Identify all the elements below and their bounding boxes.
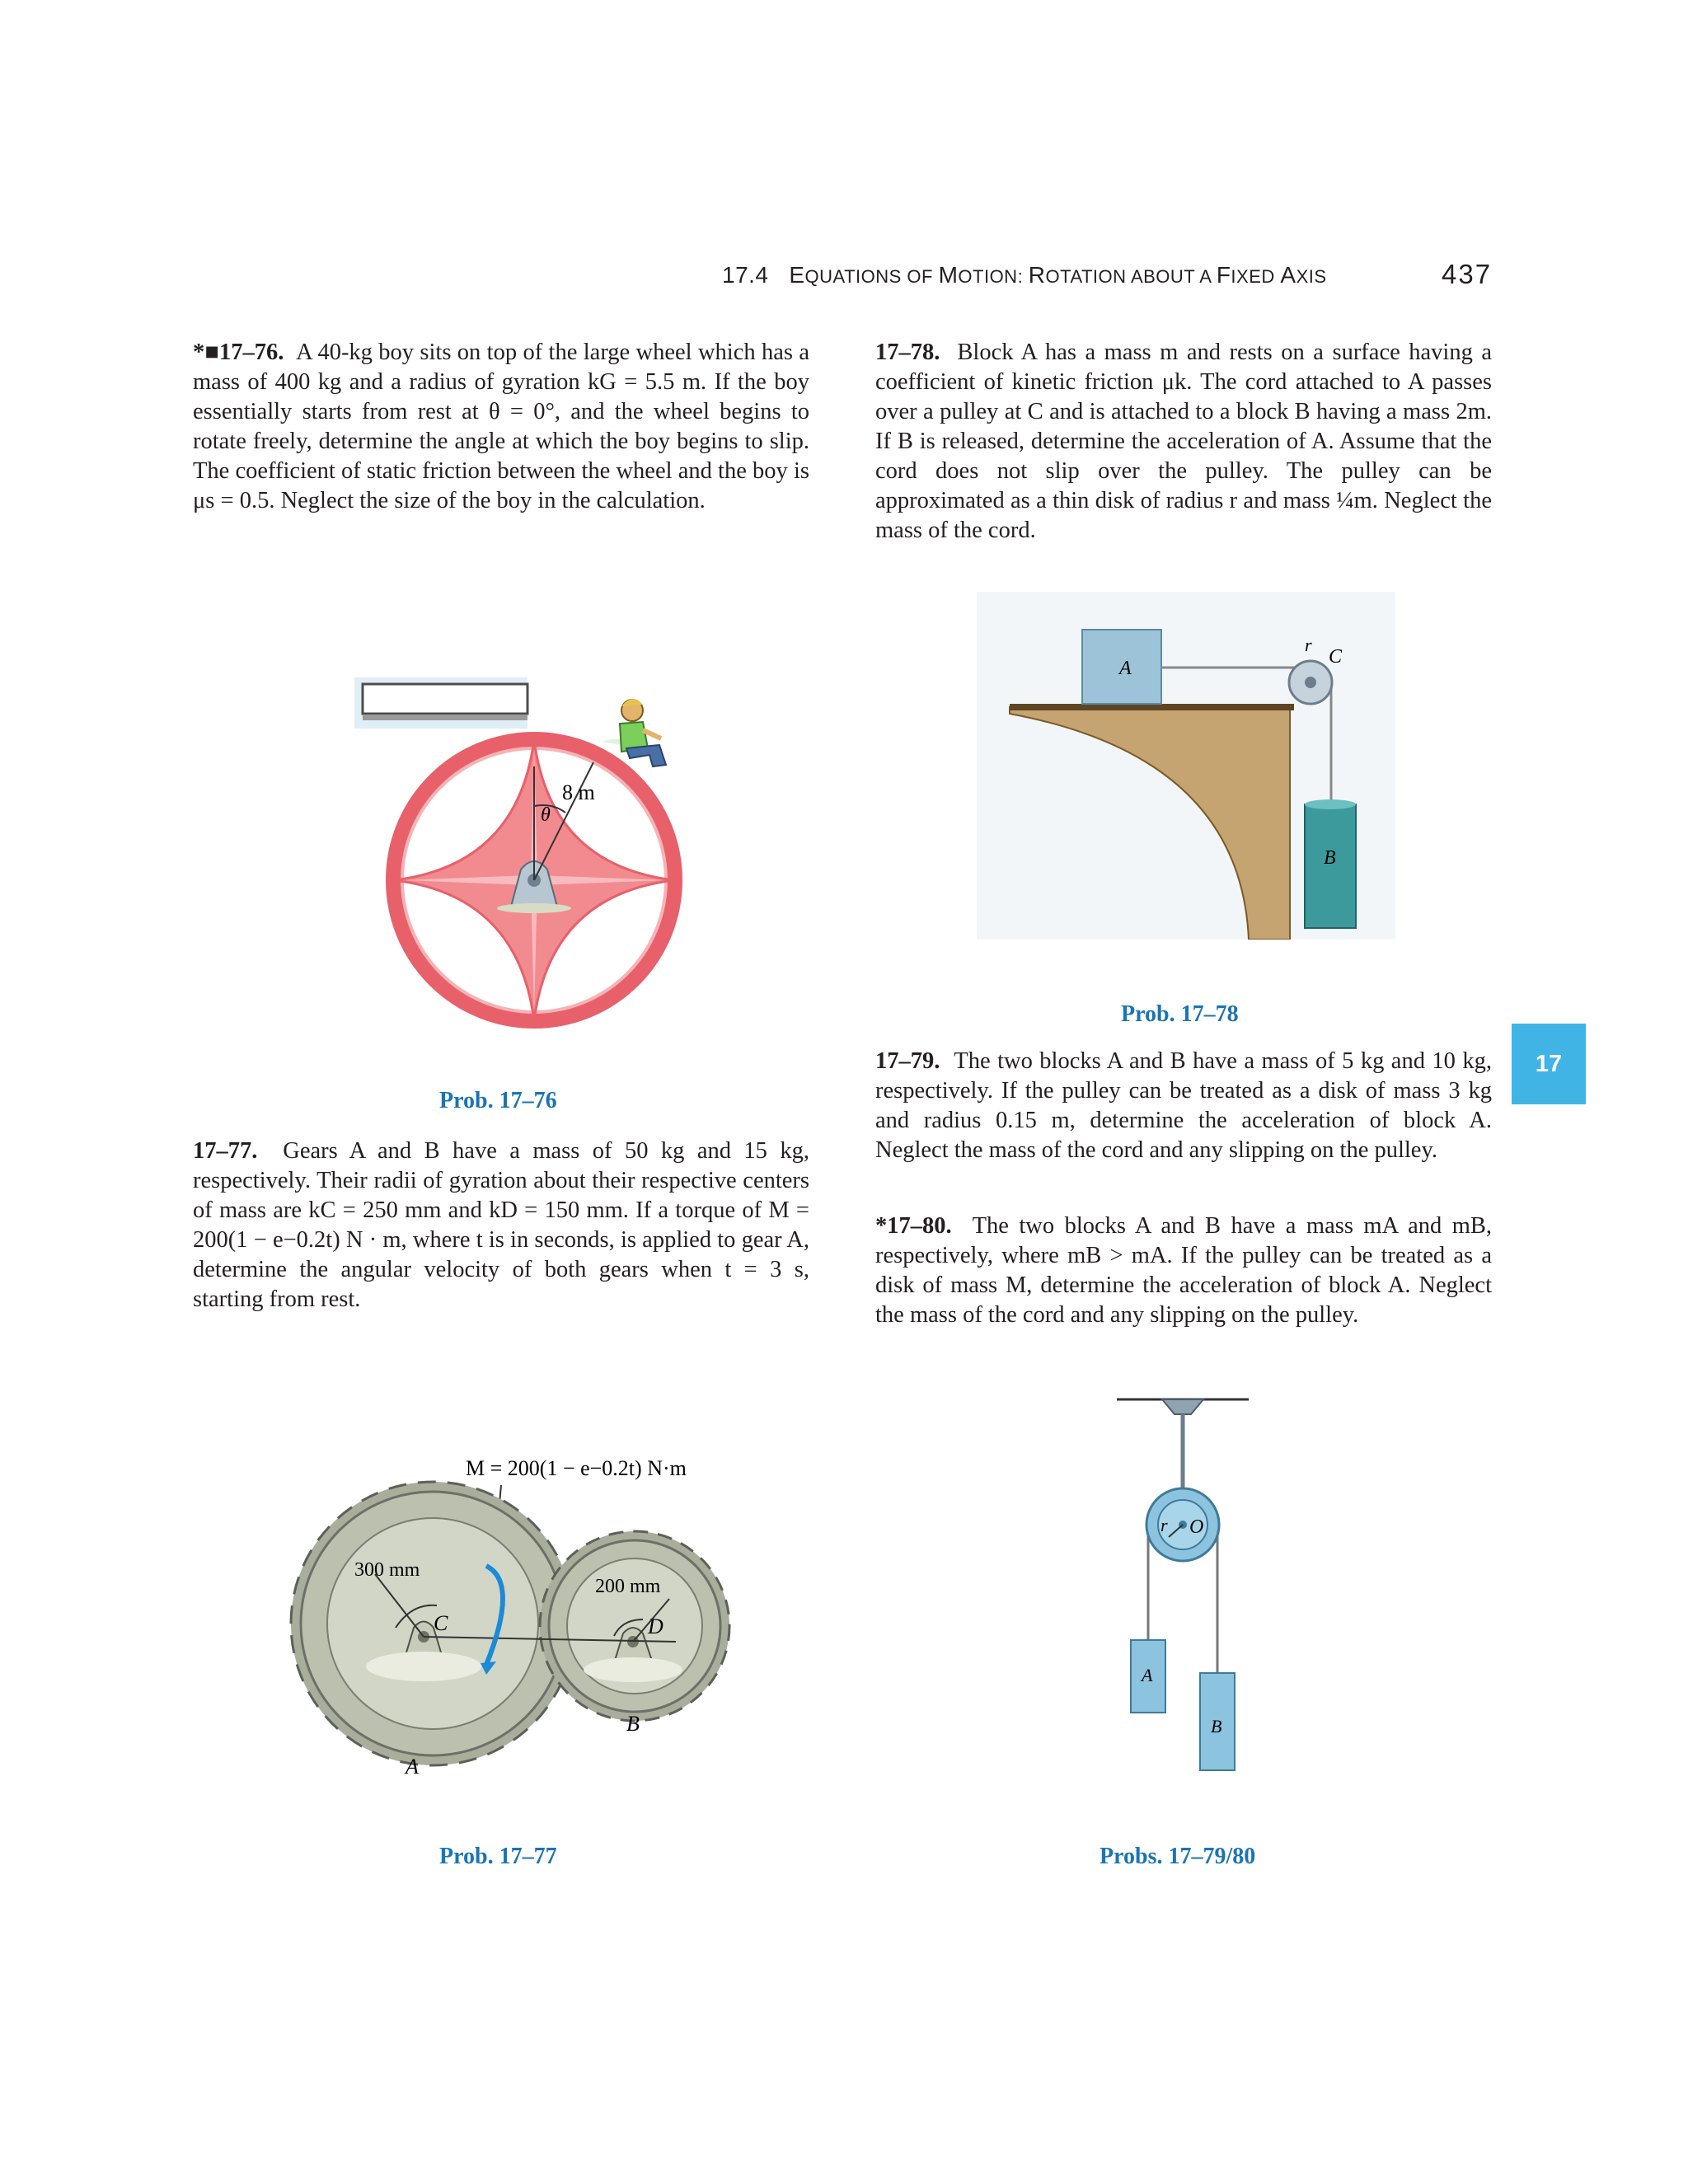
label-d: D	[648, 1615, 663, 1638]
problem-17-79	[875, 1047, 1492, 1165]
problem-number: *■17–76.	[193, 340, 284, 365]
caption-17-76: Prob. 17–76	[439, 1088, 557, 1113]
label-b: B	[1211, 1716, 1222, 1736]
problem-text: Block A has a mass m and rests on a surface having a coefficient of kinetic friction μk. The cord attached to A passes over a pulley at C and is attached to a block B having a mass 2m. If B is released, determine the acceleration of A. Assume that the cord does not slip over the pulley. The pulley can be approximated as a thin disk of radius r and mass ¼m. Neglect the mass of the cord.	[875, 340, 1493, 543]
label-b: B	[1324, 847, 1336, 869]
gears-figure	[280, 1451, 742, 1780]
caption-17-78: Prob. 17–78	[1121, 1001, 1239, 1027]
label-a: A	[406, 1755, 419, 1779]
hanging-pulley-figure	[1113, 1385, 1253, 1780]
radius-label: 8 m	[562, 780, 595, 804]
problem-text: The two blocks A and B have a mass of 5 kg and 10 kg, respectively. If the pulley can be treated as a disk of mass 3 kg and radius 0.15 m, determine the acceleration of block A. Neglect the mass of the cord and any slipping on the pulley.	[875, 1048, 1493, 1163]
problem-17-78	[875, 338, 1492, 546]
problem-17-77	[193, 1137, 809, 1315]
platform	[363, 684, 528, 714]
wheel-figure	[346, 659, 692, 1063]
label-r: r	[1305, 635, 1312, 655]
problem-number: 17–77.	[193, 1138, 258, 1164]
running-header: 17.4 EQUATIONS OF MOTION: ROTATION ABOUT A FIXED AXIS	[722, 262, 1327, 288]
problem-number: 17–79.	[875, 1048, 940, 1074]
label-b: B	[626, 1712, 640, 1736]
label-r: r	[1160, 1515, 1168, 1535]
moment-label: M = 200(1 − e−0.2t) N·m	[466, 1456, 687, 1480]
problem-number: *17–80.	[875, 1213, 952, 1239]
radius-b-label: 200 mm	[595, 1576, 661, 1597]
block-pulley-figure	[977, 592, 1395, 940]
problem-17-80	[875, 1212, 1492, 1330]
label-a: A	[1142, 1665, 1153, 1685]
angle-label: θ	[541, 804, 551, 826]
problem-text: A 40-kg boy sits on top of the large wheel which has a mass of 400 kg and a radius of gyration kG = 5.5 m. If the boy essentially starts from rest at θ = 0°, and the wheel begins to rotate freely, determine the angle at which the boy begins to slip. The coefficient of static friction between the wheel and the boy is μs = 0.5. Neglect the size of the boy in the calculation.	[193, 340, 809, 513]
gear-b	[540, 1531, 729, 1721]
gear-a	[291, 1482, 574, 1765]
label-c: C	[1329, 646, 1343, 668]
chapter-tab: 17	[1512, 1024, 1586, 1104]
caption-17-77: Prob. 17–77	[439, 1844, 557, 1869]
label-o: O	[1189, 1516, 1204, 1538]
label-c: C	[434, 1611, 448, 1635]
radius-a-label: 300 mm	[354, 1559, 420, 1581]
caption-17-79-80: Probs. 17–79/80	[1100, 1844, 1256, 1869]
problem-text: The two blocks A and B have a mass mA and mB, respectively, where mB > mA. If the pulley can be treated as a disk of mass M, determine the acceleration of block A. Neglect the mass of the cord and any slipping on the pulley.	[875, 1213, 1492, 1328]
problem-number: 17–78.	[875, 340, 940, 365]
section-number: 17.4	[722, 262, 769, 288]
problem-text: Gears A and B have a mass of 50 kg and 15 kg, respectively. Their radii of gyration about their respective centers of mass are kC = 250 mm and kD = 150 mm. If a torque of M = 200(1 − e−0.2t) N · m, where t is in seconds, is applied to gear A, determine the angular velocity of both gears when t = 3 s, starting from rest.	[193, 1138, 809, 1312]
label-a: A	[1119, 658, 1132, 679]
problem-17-76	[193, 338, 809, 516]
page-number: 437	[1442, 259, 1493, 289]
